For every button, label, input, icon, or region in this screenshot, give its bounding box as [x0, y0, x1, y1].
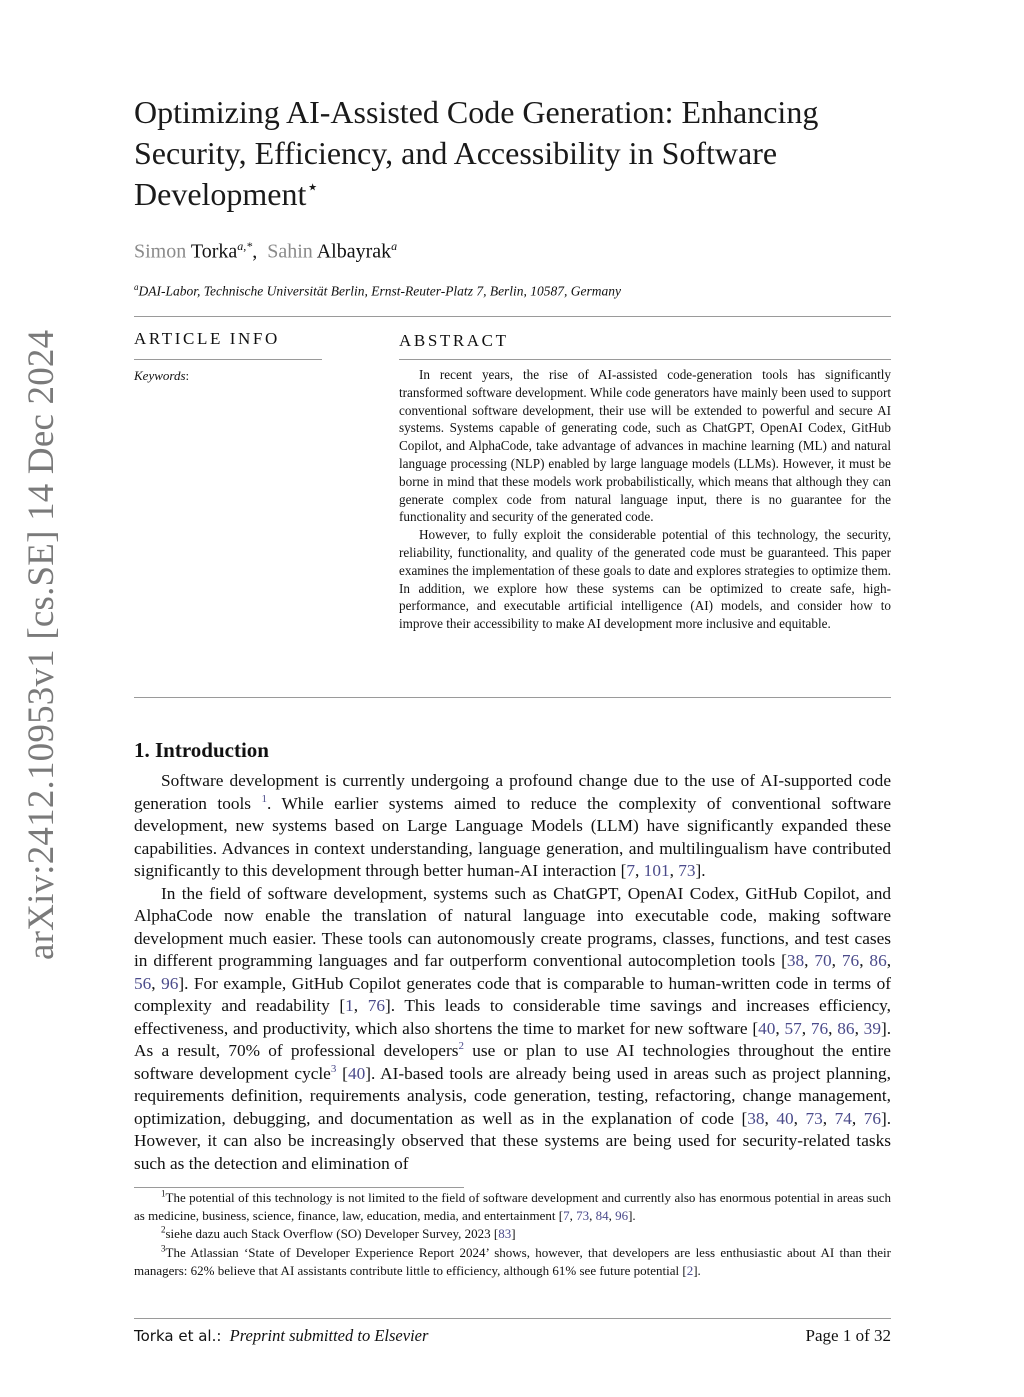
abstract-divider	[399, 359, 891, 360]
footnote-number: 2	[161, 1225, 166, 1236]
footnote-ref[interactable]: 3	[330, 1062, 337, 1075]
text-run: use or plan to use AI technologies throughout the entire software development cycle	[134, 1041, 891, 1083]
footer-journal: Preprint submitted to Elsevier	[229, 1326, 429, 1345]
author-last-name: Albayrak	[316, 240, 392, 263]
text-run: Software development is currently undergoing a profound change due to the use of AI-supported code generation tools	[134, 771, 891, 813]
citation-link[interactable]: 86	[837, 1018, 855, 1038]
author-affiliation-mark: a	[391, 239, 398, 253]
footnote-text: The potential of this technology is not limited to the field of software development and currently also has enormous potential in areas such as medicine, business, science, finance, law, education, media, and entertainment [	[134, 1190, 891, 1224]
abstract-paragraph: However, to fully exploit the considerable potential of this technology, the security, reliability, functionality, and quality of the generated code must be guaranteed. This paper examines the implementation of these goals to date and explores strategies to optimize them. In addition, we explore how these systems can be optimized to create safe, high-performance, and executable artificial intelligence (AI) models, and consider how to improve their accessibility to make AI development more inclusive and equitable.	[399, 527, 891, 632]
footnote-text: ]	[511, 1226, 516, 1242]
running-footer	[134, 1326, 428, 1346]
text-run: . While earlier systems aimed to reduce the complexity of conventional software development, new systems based on Large Language Models (LLM) have significantly expanded these capabilities. Advances in context understanding, language generation, and multilingualism have contributed significantly to this development through better human-AI interaction [	[134, 793, 891, 880]
citation-link[interactable]: 57	[784, 1018, 802, 1038]
author-last-name: Torka	[190, 240, 238, 263]
citation-link[interactable]: 2	[686, 1262, 694, 1278]
citation-link[interactable]: 86	[869, 951, 887, 970]
citation-link[interactable]: 38	[747, 1108, 765, 1128]
citation-link[interactable]: 40	[758, 1018, 776, 1038]
abstract-heading: ABSTRACT	[399, 331, 509, 350]
citation-link[interactable]: 76	[367, 996, 386, 1015]
text-run: ]. For example, GitHub Copilot generates code that is comparable to human-written code in terms of complexity and readability [	[134, 973, 891, 1015]
keywords-colon: :	[185, 368, 190, 383]
citation-link[interactable]: 40	[347, 1063, 366, 1083]
footnote	[134, 1244, 891, 1280]
keywords-label: Keywords	[134, 368, 186, 383]
citation-link[interactable]: 39	[863, 1018, 881, 1038]
citation-link[interactable]: 76	[863, 1108, 881, 1128]
introduction-paragraph: In the field of software development, systems such as ChatGPT, OpenAI Codex, GitHub Copilot, and AlphaCode now enable the translation of natural language into executable code, making software development much easier. These tools can autonomously create programs, classes, functions, and test cases in different programming languages and far outperform conventional autocompletion tools [38, 70, 76, 86, 56, 96]. For example, GitHub Copilot generates code that is comparable to human-written code in terms of complexity and readability [1, 76]. This leads to considerable time savings and increases efficiency, effectiveness, and productivity, which also shortens the time to market for new software [40, 57, 76, 86, 39]. As a result, 70% of professional developers$^2$ use or plan to use AI technologies throughout the entire software development cycle$^3$ [40]. AI-based tools are already being used in areas such as project planning, requirements definition, requirements analysis, code generation, testing, refactoring, change management, optimization, debugging, and documentation as well as in the explanation of code [38, 40, 73, 74, 76]. However, it can also be increasingly observed that these systems are being used for security-related tasks such as the detection and elimination of	[134, 883, 892, 1173]
footnote-divider	[134, 1187, 464, 1188]
footnote-ref[interactable]: 1	[261, 792, 267, 805]
footnote: $^1$The potential of this technology is not limited to the field of software development and currently also has enormous potential in areas such as medicine, business, science, finance, law, education, media, and entertainment [7, 73, 84, 96].	[134, 1188, 891, 1224]
citation-link[interactable]: 83	[498, 1226, 512, 1242]
affiliation	[134, 282, 621, 300]
citation-link[interactable]: 73	[576, 1208, 590, 1224]
citation-link[interactable]: 56	[134, 973, 152, 993]
section-heading-introduction: 1. Introduction	[134, 738, 269, 762]
text-run: ]. As a result, 70% of professional developers	[134, 1018, 892, 1060]
author-list: Simon Torka$^{a,*}$, Sahin Albayrak$^a$	[134, 239, 398, 263]
text-run: ].	[695, 861, 706, 880]
footnote-text: The Atlassian ‘State of Developer Experience Report 2024’ shows, however, that developers are less enthusiastic about AI than their managers: 62% believe that AI assistants contribute little to efficiency, although 61% see future potential [	[134, 1244, 891, 1278]
text-run: [	[336, 1063, 348, 1083]
footnote	[134, 1225, 891, 1243]
text-run: In the field of software development, systems such as ChatGPT, OpenAI Codex, GitHub Copilot, and AlphaCode now enable the translation of natural language into executable code, making software development much easier. These tools can autonomously create programs, classes, functions, and test cases in different programming languages and far outperform conventional autocompletion tools [	[134, 883, 891, 970]
top-divider	[134, 316, 891, 317]
affiliation-mark: a	[134, 282, 139, 292]
author-first-name: Simon	[134, 240, 187, 263]
text-run: ]. However, it can also be increasingly observed that these systems are being used for security-related tasks such as the detection and elimination of	[134, 1108, 892, 1173]
title-text: Optimizing AI-Assisted Code Generation: Enhancing Security, Efficiency, and Accessibility in Software Development	[134, 94, 819, 212]
citation-link[interactable]: 96	[161, 973, 179, 993]
author-first-name: Sahin	[267, 240, 313, 263]
citation-link[interactable]: 76	[841, 951, 860, 970]
article-info-divider	[134, 359, 322, 360]
footnote-text: ].	[693, 1262, 701, 1278]
page-footer-divider	[134, 1318, 891, 1319]
text-run: ]. This leads to considerable time savings and increases efficiency, effectiveness, and productivity, which also shortens the time to market for new software [	[134, 996, 891, 1038]
footnote-ref[interactable]: 2	[458, 1040, 464, 1053]
title-footnote-mark: ⋆	[306, 176, 319, 199]
citation-link[interactable]: 7	[626, 861, 636, 880]
citation-link[interactable]: 1	[345, 996, 354, 1015]
page-number: Page 1 of 32	[805, 1326, 891, 1345]
citation-link[interactable]: 84	[595, 1208, 609, 1224]
abstract-paragraph: In recent years, the rise of AI-assisted code-generation tools has significantly transformed software development. While code generators have mainly been used to support conventional software development, their use will be extended to powerful and secure AI systems. Systems capable of generating code, such as ChatGPT, OpenAI Codex, GitHub Copilot, and AlphaCode, take advantage of advances in machine learning (ML) and natural language processing (NLP) enabled by large language models (LLMs). However, it must be borne in mind that these models work probabilistically, which means that although they can generate complex code from natural language input, there is no guarantee for the functionality and security of the generated code.	[399, 367, 891, 525]
paper-title	[134, 92, 894, 215]
footer-colon: :	[216, 1327, 222, 1345]
citation-link[interactable]: 7	[563, 1208, 570, 1224]
affiliation-text: DAI-Labor, Technische Universität Berlin, Ernst-Reuter-Platz 7, Berlin, 10587, Germany	[138, 283, 622, 299]
citation-link[interactable]: 40	[776, 1108, 794, 1128]
citation-link[interactable]: 73	[805, 1108, 823, 1128]
author-affiliation-mark: a,*	[237, 239, 253, 253]
article-info-heading: ARTICLE INFO	[134, 329, 280, 348]
introduction-body	[134, 770, 891, 1175]
introduction-paragraph: Software development is currently undergoing a profound change due to the use of AI-supported code generation tools $^1$. While earlier systems aimed to reduce the complexity of conventional software development, new systems based on Large Language Models (LLM) have significantly expanded these capabilities. Advances in context understanding, language generation, and multilingualism have contributed significantly to this development through better human-AI interaction [7, 101, 73].	[134, 771, 891, 880]
citation-link[interactable]: 101	[643, 861, 670, 880]
citation-link[interactable]: 76	[810, 1018, 829, 1038]
footnotes	[134, 1189, 891, 1280]
abstract-body	[399, 366, 891, 633]
text-run: ]. AI-based tools are already being used in areas such as project planning, requirements definition, requirements analysis, code generation, testing, refactoring, change management, optimization, debugging, and documentation as well as in the explanation of code [	[134, 1063, 891, 1128]
footnote-text: ].	[628, 1208, 636, 1224]
citation-link[interactable]: 74	[834, 1108, 852, 1128]
citation-link[interactable]: 96	[615, 1208, 629, 1224]
arxiv-identifier-stamp: arXiv:2412.10953v1 [cs.SE] 14 Dec 2024	[21, 329, 62, 960]
citation-link[interactable]: 70	[814, 951, 832, 970]
keywords	[134, 368, 189, 384]
citation-link[interactable]: 38	[786, 951, 805, 970]
footnote-number: 3	[161, 1243, 166, 1254]
footer-authors: Torka et al.	[134, 1327, 217, 1345]
footnote-number: 1	[161, 1188, 166, 1199]
footnote-text: siehe dazu auch Stack Overflow (SO) Developer Survey, 2023 [	[165, 1226, 499, 1242]
citation-link[interactable]: 73	[678, 861, 696, 880]
abstract-bottom-divider	[134, 697, 891, 698]
